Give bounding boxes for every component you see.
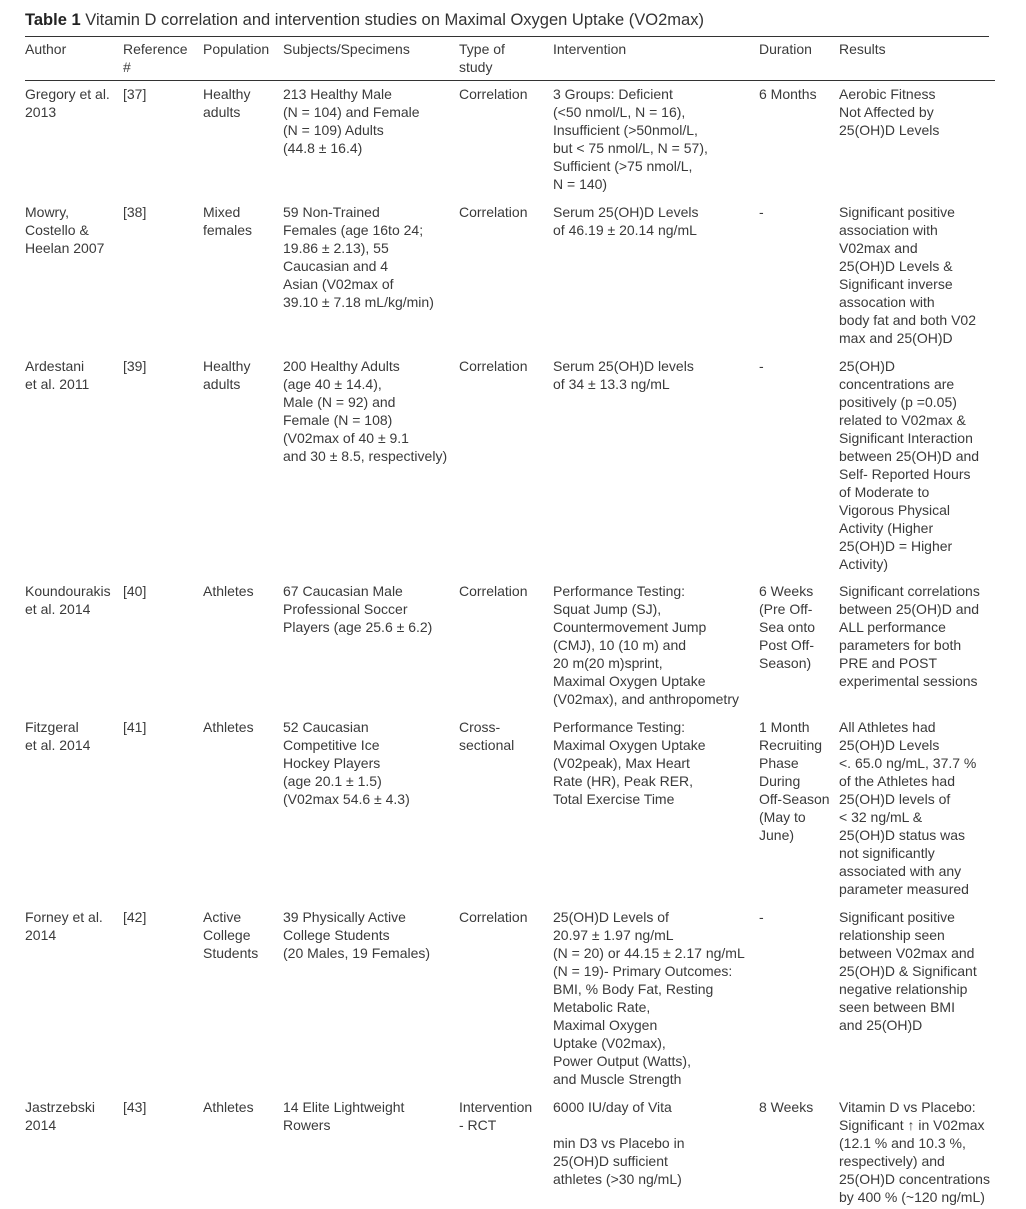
cell-type: Intervention - RCT	[459, 1099, 533, 1133]
cell-type: Correlation	[459, 204, 528, 220]
cell-duration: -	[759, 358, 764, 374]
cell-intervention: Serum 25(OH)D levels of 34 ± 13.3 ng/mL	[553, 358, 694, 392]
cell-results: All Athletes had 25(OH)D Levels <. 65.0 ng/mL, 37.7 % of the Athletes had 25(OH)D levels of < 32 ng/mL & 25(OH)D status was not significantly associated with any parameter measured	[839, 719, 977, 897]
cell-author: Koundourakis et al. 2014	[25, 583, 111, 617]
cell-results: Significant correlations between 25(OH)D and ALL performance parameters for both PRE and POST experimental sessions	[839, 583, 980, 689]
cell-intervention: 6000 IU/day of Vita min D3 vs Placebo in 25(OH)D sufficient athletes (>30 ng/mL)	[553, 1099, 685, 1187]
table-label: Table 1	[25, 11, 81, 29]
cell-subjects: 213 Healthy Male (N = 104) and Female (N = 109) Adults (44.8 ± 16.4)	[283, 86, 420, 156]
cell-subjects: 14 Elite Lightweight Rowers	[283, 1099, 405, 1133]
cell-results: 25(OH)D concentrations are positively (p =0.05) related to V02max & Significant Interaction between 25(OH)D and Self- Reported Hours of Moderate to Vigorous Physical Activity (Higher 25(OH)D = Higher Activity)	[839, 358, 980, 572]
cell-duration: 1 Month Recruiting Phase During Off-Season (May to June)	[759, 719, 830, 843]
cell-results: Significant positive association with V02max and 25(OH)D Levels & Significant inverse assocation with body fat and both V02 max and 25(OH)D	[839, 204, 976, 346]
cell-reference: [39]	[123, 358, 147, 374]
cell-population: Athletes	[203, 583, 254, 599]
header-rule	[25, 80, 995, 81]
header-subjects: Subjects/Specimens	[283, 41, 410, 57]
cell-duration: 6 Weeks (Pre Off- Sea onto Post Off- Season)	[759, 583, 816, 671]
cell-reference: [38]	[123, 204, 147, 220]
header-type: Type of study	[459, 41, 505, 75]
cell-subjects: 39 Physically Active College Students (20 Males, 19 Females)	[283, 909, 431, 961]
cell-type: Cross- sectional	[459, 719, 515, 753]
cell-subjects: 59 Non-Trained Females (age 16to 24; 19.86 ± 2.13), 55 Caucasian and 4 Asian (V02max of 39.10 ± 7.18 mL/kg/min)	[283, 204, 434, 310]
cell-reference: [37]	[123, 86, 147, 102]
cell-subjects: 67 Caucasian Male Professional Soccer Players (age 25.6 ± 6.2)	[283, 583, 433, 635]
cell-intervention: 3 Groups: Deficient (<50 nmol/L, N = 16), Insufficient (>50nmol/L, but < 75 nmol/L, N = 57), Sufficient (>75 nmol/L, N = 140)	[553, 86, 708, 192]
header-population: Population	[203, 41, 270, 57]
cell-type: Correlation	[459, 583, 528, 599]
cell-duration: 6 Months	[759, 86, 817, 102]
cell-population: Healthy adults	[203, 358, 251, 392]
cell-duration: -	[759, 909, 764, 925]
table-caption: Vitamin D correlation and intervention studies on Maximal Oxygen Uptake (VO2max)	[85, 11, 704, 29]
cell-author: Forney et al. 2014	[25, 909, 103, 943]
header-results: Results	[839, 41, 886, 57]
header-duration: Duration	[759, 41, 812, 57]
cell-intervention: 25(OH)D Levels of 20.97 ± 1.97 ng/mL (N = 20) or 44.15 ± 2.17 ng/mL (N = 19)- Primary Outcomes: BMI, % Body Fat, Resting Metabolic Rate, Maximal Oxygen Uptake (V02max), Power Output (Watts), and Muscle Strength	[553, 909, 745, 1087]
cell-population: Active College Students	[203, 909, 259, 961]
header-intervention: Intervention	[553, 41, 627, 57]
header-reference: Reference #	[123, 41, 188, 75]
cell-reference: [42]	[123, 909, 147, 925]
header-author: Author	[25, 41, 67, 57]
cell-type: Correlation	[459, 86, 528, 102]
cell-intervention: Serum 25(OH)D Levels of 46.19 ± 20.14 ng/mL	[553, 204, 699, 238]
cell-reference: [43]	[123, 1099, 147, 1115]
cell-results: Vitamin D vs Placebo: Significant ↑ in V02max (12.1 % and 10.3 %, respectively) and 25(OH)D concentrations by 400 % (~120 ng/mL)	[839, 1099, 990, 1205]
cell-population: Mixed females	[203, 204, 253, 238]
cell-duration: 8 Weeks	[759, 1099, 814, 1115]
cell-type: Correlation	[459, 358, 528, 374]
cell-results: Significant positive relationship seen between V02max and 25(OH)D & Significant negative relationship seen between BMI and 25(OH)D	[839, 909, 977, 1033]
table-title	[25, 11, 704, 30]
cell-duration: -	[759, 204, 764, 220]
cell-author: Jastrzebski 2014	[25, 1099, 96, 1133]
cell-author: Ardestani et al. 2011	[25, 358, 90, 392]
cell-type: Correlation	[459, 909, 528, 925]
cell-reference: [41]	[123, 719, 147, 735]
cell-author: Mowry, Costello & Heelan 2007	[25, 204, 105, 256]
cell-intervention: Performance Testing: Squat Jump (SJ), Countermovement Jump (CMJ), 10 (10 m) and 20 m(20 m)sprint, Maximal Oxygen Uptake (V02max), and anthropometry	[553, 583, 739, 707]
cell-reference: [40]	[123, 583, 147, 599]
cell-intervention: Performance Testing: Maximal Oxygen Uptake (V02peak), Max Heart Rate (HR), Peak RER, Total Exercise Time	[553, 719, 706, 807]
cell-subjects: 52 Caucasian Competitive Ice Hockey Players (age 20.1 ± 1.5) (V02max 54.6 ± 4.3)	[283, 719, 410, 807]
cell-population: Healthy adults	[203, 86, 251, 120]
cell-results: Aerobic Fitness Not Affected by 25(OH)D Levels	[839, 86, 940, 138]
top-rule	[25, 36, 989, 37]
cell-author: Gregory et al. 2013	[25, 86, 110, 120]
cell-population: Athletes	[203, 719, 254, 735]
cell-population: Athletes	[203, 1099, 254, 1115]
cell-subjects: 200 Healthy Adults (age 40 ± 14.4), Male (N = 92) and Female (N = 108) (V02max of 40 ± 9.1 and 30 ± 8.5, respectively)	[283, 358, 448, 464]
cell-author: Fitzgeral et al. 2014	[25, 719, 91, 753]
